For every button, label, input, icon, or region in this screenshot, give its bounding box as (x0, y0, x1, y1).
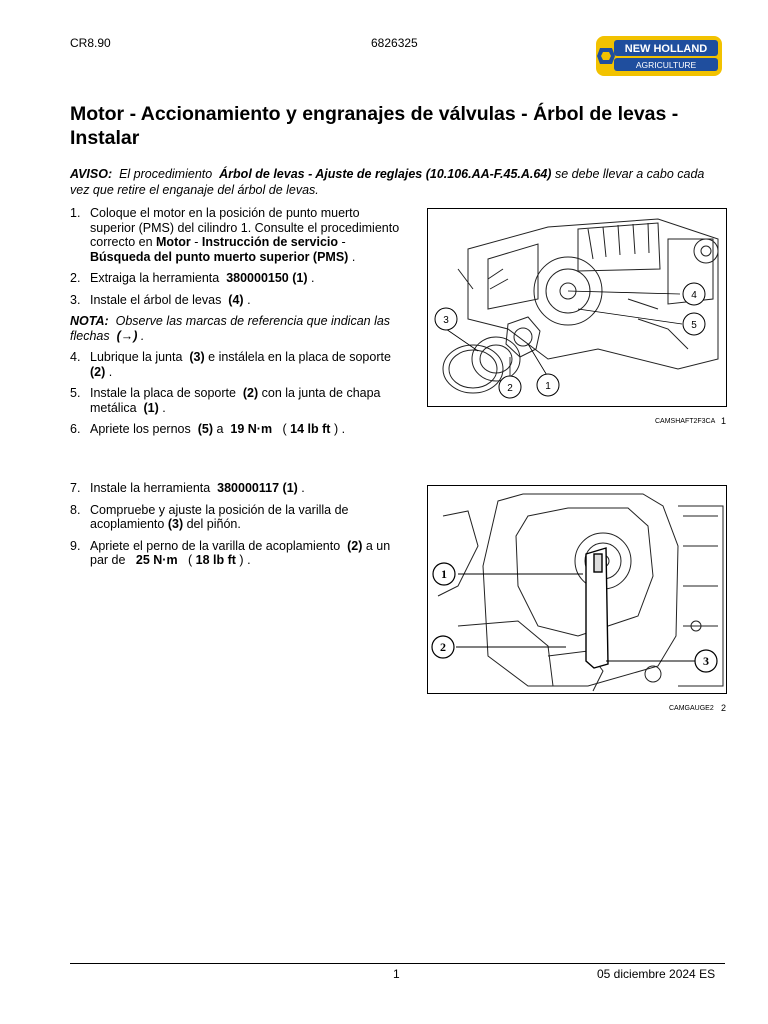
notice-label: AVISO: (70, 167, 113, 181)
figure-2 (427, 485, 727, 694)
step-9: 9. Apriete el perno de la varilla de acoplamiento (2) a un par de 25 N·m ( 18 lb ft ) . (70, 538, 391, 567)
new-holland-logo (596, 36, 722, 76)
figure-1-caption: CAMSHAFT2F3CA (655, 418, 716, 425)
fig1-callout-4: 4 (691, 290, 697, 301)
notice-ref: Árbol de levas - Ajuste de reglajes (10.106.AA-F.45.A.64) (219, 167, 552, 181)
logo-brand: NEW HOLLAND (624, 43, 708, 55)
step-2: 2. Extraiga la herramienta 380000150 (1) . (70, 271, 315, 285)
step-6: 6. Apriete los pernos (5) a 19 N·m ( 14 lb ft ) . (70, 422, 346, 436)
note: NOTA: Observe las marcas de referencia que indican las flechas (→) . (70, 314, 391, 343)
step-1: 1. Coloque el motor en la posición de punto muerto superior (PMS) del cilindro 1. Consulte el procedimiento correcto en Motor - Instrucción de servicio - Búsqueda del punto muerto superior (PMS) . (70, 206, 400, 264)
steps-section-2 (70, 481, 400, 575)
step-3: 3. Instale el árbol de levas (4) . (70, 292, 251, 307)
logo-division: AGRICULTURE (635, 60, 697, 70)
fig1-callout-5: 5 (691, 320, 697, 331)
figure-1-number: 1 (721, 416, 727, 426)
fig1-callout-2: 2 (507, 383, 513, 394)
footer-divider (70, 963, 725, 964)
figure-2-caption: CAMGAUGE2 (669, 705, 714, 712)
notice-text-1: El procedimiento (119, 167, 213, 181)
header-doc-number: 6826325 (371, 36, 418, 50)
figure-1 (427, 208, 727, 407)
fig1-callout-1: 1 (545, 381, 551, 392)
camgauge-illustration (428, 486, 726, 693)
camshaft-illustration (428, 209, 726, 406)
step-4: 4. Lubrique la junta (3) e instálela en la placa de soporte (2) . (70, 350, 391, 379)
fig2-callout-1: 1 (441, 567, 447, 581)
step-5: 5. Instale la placa de soporte (2) con la junta de chapa metálica (1) . (70, 386, 381, 415)
step-7: 7. Instale la herramienta 380000117 (1) . (70, 481, 305, 495)
steps-section-1 (70, 206, 400, 444)
step-8: 8. Compruebe y ajuste la posición de la varilla de acoplamiento (3) del piñón. (70, 502, 349, 531)
footer-date: 05 diciembre 2024 ES (597, 967, 716, 981)
page-title: Motor - Accionamiento y engranajes de válvulas - Árbol de levas - Instalar (70, 103, 679, 149)
page-number: 1 (393, 967, 400, 981)
fig1-callout-3: 3 (443, 315, 449, 326)
fig2-callout-2: 2 (440, 640, 446, 654)
notice (70, 167, 726, 198)
notice-text-2: se debe llevar a cabo cada vez que retire el enganaje del árbol de levas. (70, 167, 705, 197)
figure-2-number: 2 (721, 703, 727, 713)
fig2-callout-3: 3 (703, 654, 709, 668)
header-model: CR8.90 (70, 36, 111, 50)
